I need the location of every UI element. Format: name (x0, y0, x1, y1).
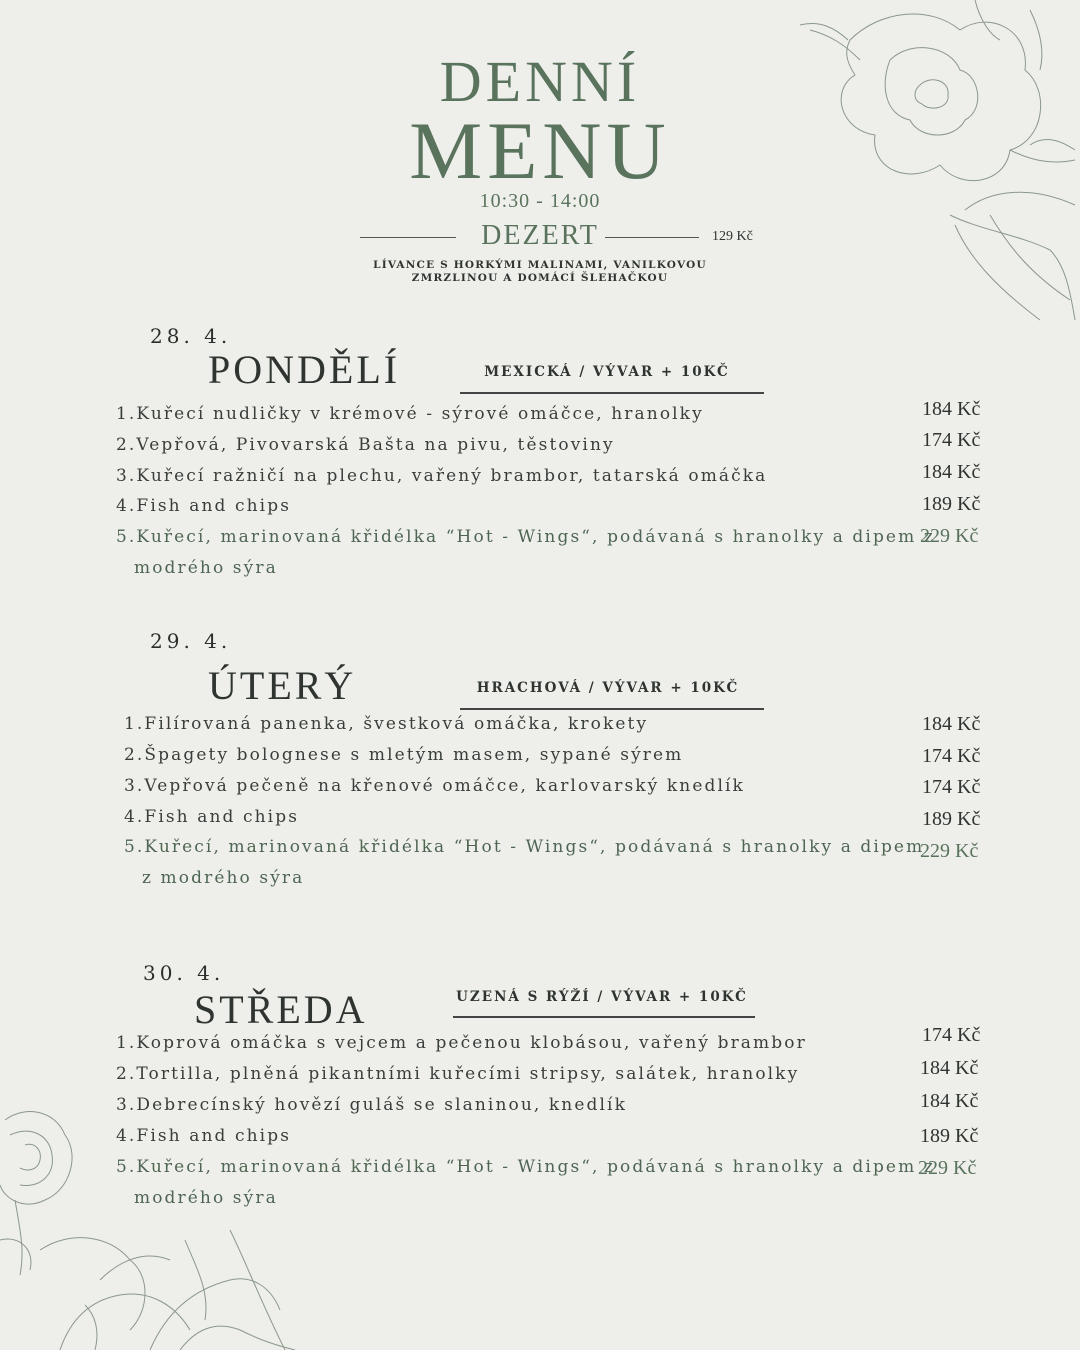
soup-of-day: MEXICKÁ / VÝVAR + 10KČ (484, 364, 730, 380)
menu-item: 3.Debrecínský hovězí guláš se slaninou, knedlík (116, 1095, 627, 1115)
soup-underline (460, 392, 764, 394)
dessert-description (340, 259, 740, 285)
menu-item: 3.Kuřecí ražničí na plechu, vařený brambor, tatarská omáčka (116, 466, 768, 486)
menu-item-price: 189 Kč (922, 808, 981, 830)
dessert-price: 129 Kč (712, 229, 753, 244)
menu-item: 5.Kuřecí, marinovaná křidélka “Hot - Wings“, podávaná s hranolky a dipem (124, 837, 925, 857)
menu-item-price: 189 Kč (922, 493, 981, 515)
menu-item-price: 229 Kč (920, 525, 979, 547)
day-name: STŘEDA (194, 987, 368, 1032)
menu-item-price: 184 Kč (922, 398, 981, 420)
dessert-description-line1: LÍVANCE S HORKÝMI MALINAMI, VANILKOVOU (373, 259, 707, 271)
dessert-label: DEZERT (481, 220, 599, 251)
day-name: PONDĚLÍ (208, 347, 401, 392)
menu-item-continuation: modrého sýra (134, 558, 278, 578)
menu-item: 5.Kuřecí, marinovaná křidélka “Hot - Wings“, podávaná s hranolky a dipem z (116, 1157, 935, 1177)
menu-item: 1.Filírovaná panenka, švestková omáčka, krokety (124, 714, 649, 734)
page-title-line2: MENU (409, 105, 671, 196)
menu-item: 2.Vepřová, Pivovarská Bašta na pivu, těstoviny (116, 435, 615, 455)
menu-item: 3.Vepřová pečeně na křenové omáčce, karlovarský knedlík (124, 776, 745, 796)
menu-item-continuation: modrého sýra (134, 1188, 278, 1208)
menu-item-price: 229 Kč (918, 1157, 977, 1179)
soup-of-day: UZENÁ S RÝŽÍ / VÝVAR + 10KČ (456, 989, 748, 1005)
menu-item-price: 174 Kč (922, 776, 981, 798)
day-name: ÚTERÝ (208, 663, 357, 708)
menu-item: 5.Kuřecí, marinovaná křidélka “Hot - Wings“, podávaná s hranolky a dipem z (116, 527, 935, 547)
menu-item: 2.Špagety bolognese s mletým masem, sypané sýrem (124, 745, 684, 765)
day-date: 28. 4. (150, 324, 232, 348)
dessert-description-line2: ZMRZLINOU A DOMÁCÍ ŠLEHAČKOU (411, 272, 669, 284)
page-title-line1: DENNÍ (439, 49, 641, 114)
soup-of-day: HRACHOVÁ / VÝVAR + 10KČ (476, 680, 740, 696)
day-date: 29. 4. (150, 629, 232, 653)
menu-item-price: 184 Kč (920, 1090, 979, 1112)
menu-item-price: 174 Kč (922, 745, 981, 767)
soup-underline (453, 1016, 755, 1018)
menu-item-price: 184 Kč (922, 713, 981, 735)
menu-item-price: 184 Kč (920, 1057, 979, 1079)
menu-item: 4.Fish and chips (124, 807, 300, 827)
menu-item: 1.Koprová omáčka s vejcem a pečenou klobásou, vařený brambor (116, 1033, 807, 1053)
menu-item-price: 229 Kč (920, 840, 979, 862)
menu-item: 2.Tortilla, plněná pikantními kuřecími stripsy, salátek, hranolky (116, 1064, 800, 1084)
menu-item-price: 174 Kč (922, 429, 981, 451)
day-date: 30. 4. (143, 961, 225, 985)
menu-item: 4.Fish and chips (116, 1126, 292, 1146)
menu-item-price: 174 Kč (922, 1024, 981, 1046)
menu-item: 1.Kuřecí nudličky v krémové - sýrové omáčce, hranolky (116, 404, 704, 424)
menu-item: 4.Fish and chips (116, 496, 292, 516)
menu-item-price: 184 Kč (922, 461, 981, 483)
menu-item-continuation: z modrého sýra (142, 868, 305, 888)
menu-item-price: 189 Kč (920, 1125, 979, 1147)
opening-hours: 10:30 - 14:00 (479, 190, 601, 212)
